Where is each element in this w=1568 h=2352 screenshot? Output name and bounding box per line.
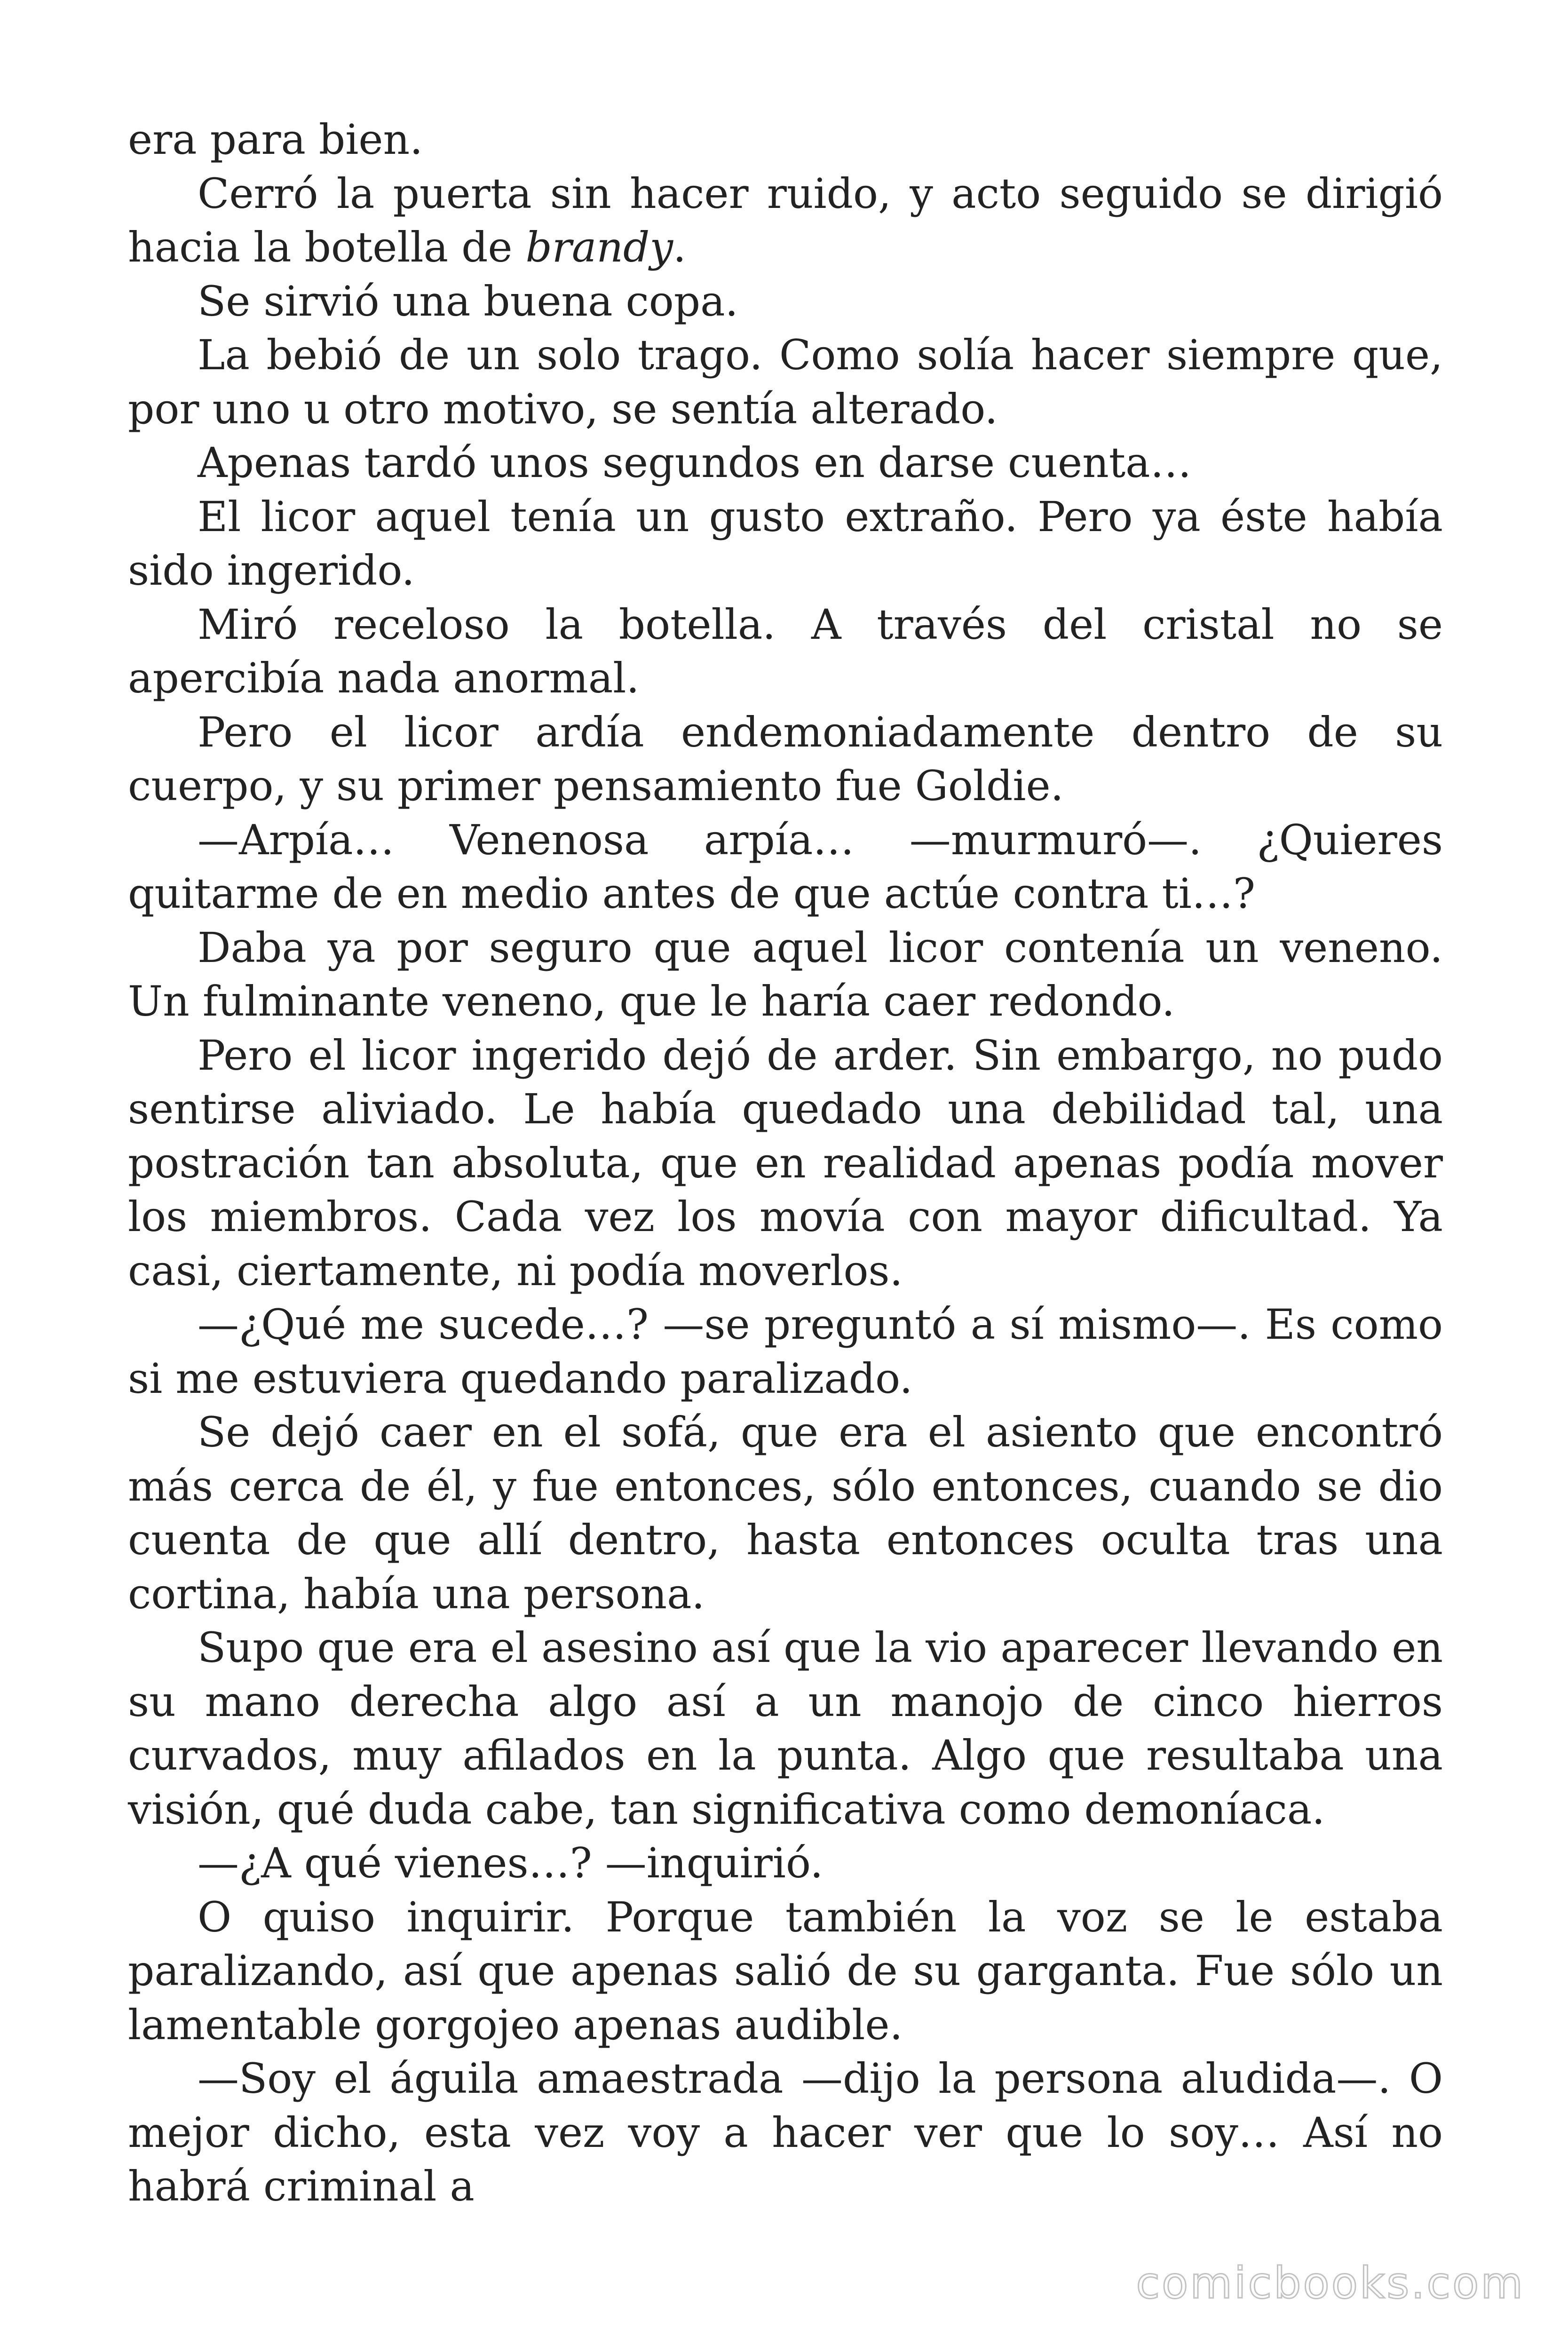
italic-word: brandy — [525, 223, 673, 271]
paragraph: Daba ya por seguro que aquel licor contenía un veneno. Un fulminante veneno, que le haría caer redondo. — [128, 923, 1443, 1025]
paragraph: El licor aquel tenía un gusto extraño. Pero ya éste había sido ingerido. — [128, 492, 1443, 595]
paragraph: La bebió de un solo trago. Como solía hacer siempre que, por uno u otro motivo, se sentía alterado. — [128, 331, 1443, 433]
paragraph: Pero el licor ingerido dejó de arder. Sin embargo, no pudo sentirse aliviado. Le había quedado una debilidad tal, una postración tan absoluta, que en realidad apenas podía mover los miembros. Cada vez los movía con mayor dificultad. Ya casi, ciertamente, ni podía moverlos. — [128, 1031, 1443, 1295]
paragraph: —Soy el águila amaestrada —dijo la persona aludida—. O mejor dicho, esta vez voy a hacer ver que lo soy… Así no habrá criminal a — [128, 2054, 1443, 2210]
paragraph: Supo que era el asesino así que la vio aparecer llevando en su mano derecha algo así a un manojo de cinco hierros curvados, muy afilados en la punta. Algo que resultaba una visión, qué duda cabe, tan significativa como demoníaca. — [128, 1623, 1443, 1834]
paragraph: —¿A qué vienes…? —inquirió. — [198, 1839, 824, 1887]
paragraph: Pero el licor ardía endemoniadamente dentro de su cuerpo, y su primer pensamiento fue Goldie. — [128, 707, 1443, 810]
watermark: comicbooks.com — [1136, 2258, 1525, 2308]
paragraph-text: . — [673, 223, 687, 271]
paragraph: —¿Qué me sucede…? —se preguntó a sí mismo—. Es como si me estuviera quedando paralizado. — [128, 1300, 1443, 1403]
paragraph: O quiso inquirir. Porque también la voz se le estaba paralizando, así que apenas salió de su garganta. Fue sólo un lamentable gorgojeo apenas audible. — [128, 1892, 1443, 2049]
paragraph — [128, 167, 1443, 275]
paragraph: Miró receloso la botella. A través del cristal no se apercibía nada anormal. — [128, 600, 1443, 702]
paragraph: Se dejó caer en el sofá, que era el asiento que encontró más cerca de él, y fue entonces, sólo entonces, cuando se dio cuenta de que allí dentro, hasta entonces oculta tras una cortina, había una persona. — [128, 1408, 1443, 1618]
paragraph: Apenas tardó unos segundos en darse cuenta… — [198, 438, 1192, 487]
paragraph: era para bien. — [128, 115, 423, 164]
paragraph: —Arpía… Venenosa arpía… —murmuró—. ¿Quieres quitarme de en medio antes de que actúe contra ti…? — [128, 815, 1443, 918]
paragraph-text: Cerró la puerta sin hacer ruido, y acto seguido se dirigió hacia la botella de — [128, 169, 1443, 271]
paragraph: Se sirvió una buena copa. — [198, 277, 738, 326]
book-page-body — [128, 113, 1443, 2214]
